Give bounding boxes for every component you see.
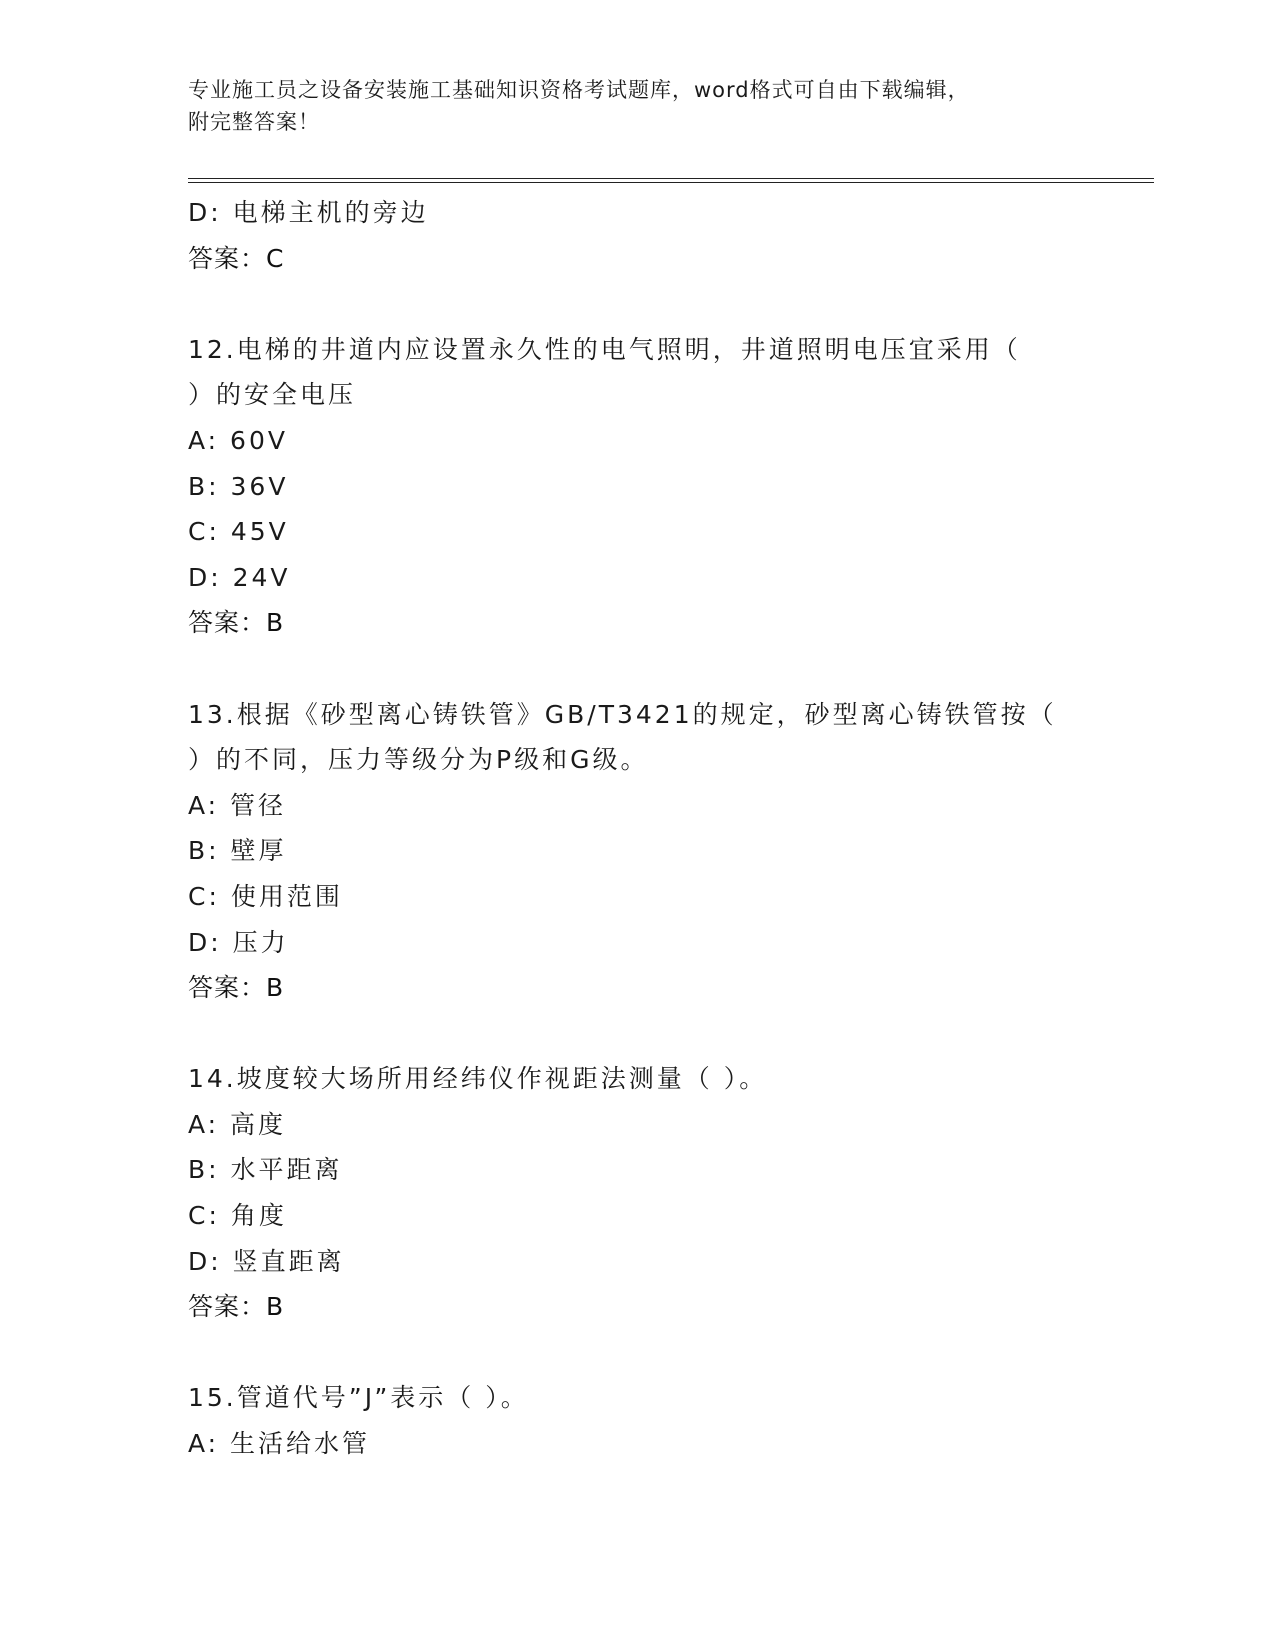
option-d: D: 竖直距离	[188, 1246, 345, 1276]
document-header	[188, 74, 1068, 138]
question-14	[188, 1056, 1088, 1330]
option-b: B: 水平距离	[188, 1155, 343, 1185]
question-stem: 12.电梯的井道内应设置永久性的电气照明，井道照明电压宜采用（	[188, 334, 1021, 364]
answer-line: 答案：C	[188, 243, 285, 273]
question-stem: 13.根据《砂型离心铸铁管》GB/T3421的规定，砂型离心铸铁管按（	[188, 699, 1057, 729]
spacer	[188, 1011, 1088, 1057]
option-c: C: 使用范围	[188, 881, 343, 911]
option-d: D: 24V	[188, 562, 291, 592]
option-c: C: 角度	[188, 1201, 287, 1231]
question-stem-continued: ）的安全电压	[188, 380, 357, 410]
spacer	[188, 281, 1088, 327]
question-stem-continued: ）的不同，压力等级分为P级和G级。	[188, 745, 649, 775]
spacer	[188, 646, 1088, 692]
question-stem: 14.坡度较大场所用经纬仪作视距法测量（ ）。	[188, 1064, 768, 1094]
option-a: A: 高度	[188, 1109, 287, 1139]
question-12	[188, 327, 1088, 646]
spacer	[188, 1330, 1088, 1376]
option-a: A: 生活给水管	[188, 1429, 371, 1459]
option-b: B: 壁厚	[188, 836, 287, 866]
answer-line: 答案：B	[188, 608, 285, 638]
header-divider-top	[188, 178, 1154, 179]
answer-line: 答案：B	[188, 1292, 285, 1322]
option-a: A: 管径	[188, 790, 287, 820]
header-divider-bottom	[188, 182, 1154, 183]
question-15	[188, 1375, 1088, 1466]
option-d: D: 压力	[188, 927, 289, 957]
question-stem: 15.管道代号”J”表示（ ）。	[188, 1383, 529, 1413]
option-d: D: 电梯主机的旁边	[188, 198, 429, 227]
question-13	[188, 692, 1088, 1011]
answer-line: 答案：B	[188, 973, 285, 1003]
option-a: A: 60V	[188, 425, 288, 455]
option-b: B: 36V	[188, 471, 289, 501]
header-line-1: 专业施工员之设备安装施工基础知识资格考试题库，word格式可自由下载编辑，	[188, 78, 970, 102]
option-c: C: 45V	[188, 517, 289, 547]
header-line-2: 附完整答案！	[188, 110, 320, 134]
question-list	[188, 190, 1088, 1467]
